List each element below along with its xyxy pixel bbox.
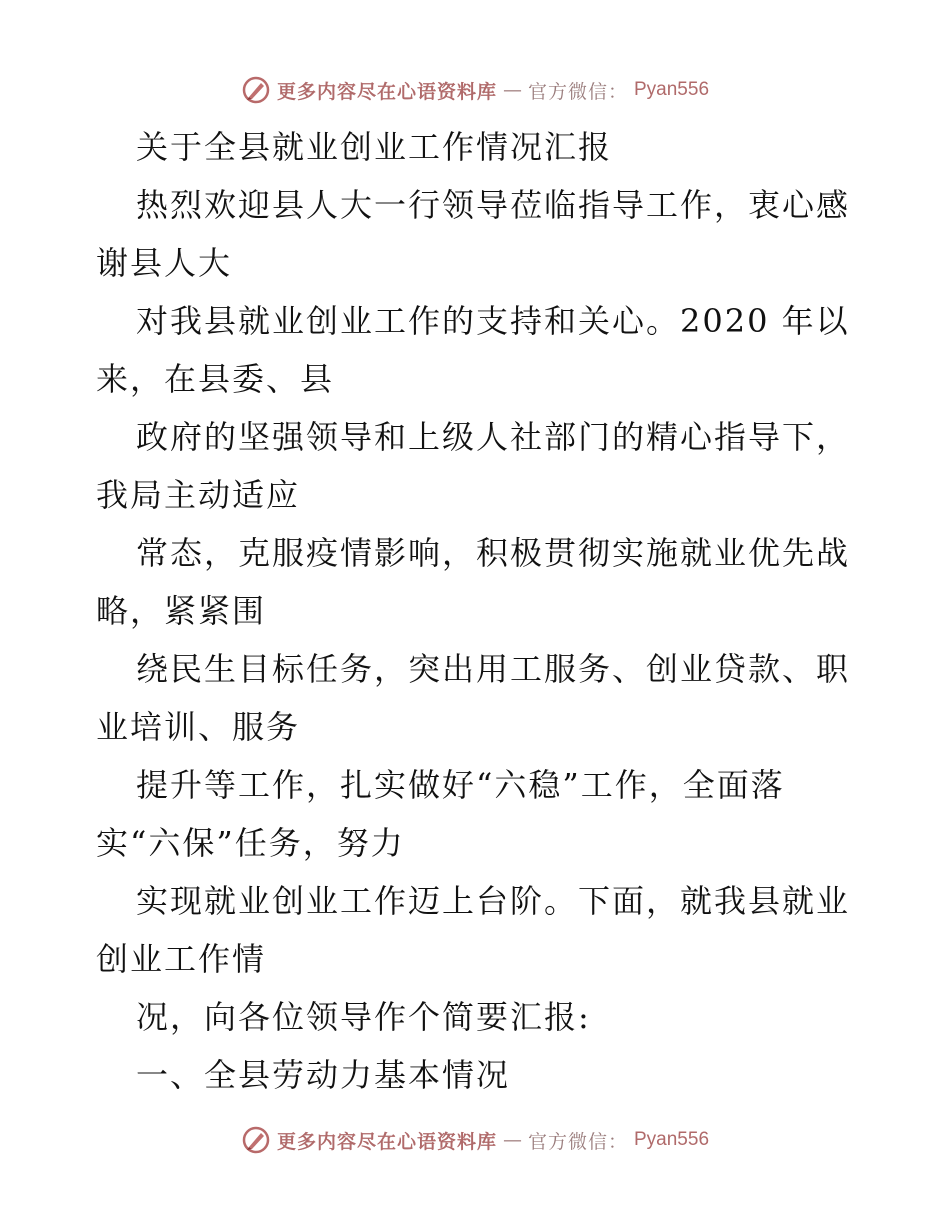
paragraph-line: 实“六保”任务，努力 <box>96 824 405 862</box>
paragraph-line: 我局主动适应 <box>96 476 301 514</box>
document-title: 关于全县就业创业工作情况汇报 <box>136 128 613 166</box>
watermark-official-label: 官方微信： <box>527 1130 628 1153</box>
watermark-wechat-id: Pyan556 <box>634 1129 710 1150</box>
section-heading: 一、全县劳动力基本情况 <box>136 1056 511 1094</box>
paragraph-line: 政府的坚强领导和上级人社部门的精心指导下， <box>136 418 851 456</box>
paragraph-line: 创业工作情 <box>96 940 267 978</box>
watermark-separator: — <box>502 1129 522 1151</box>
pen-logo-icon <box>241 1125 271 1155</box>
watermark-brand: 更多内容尽在心语资料库 <box>276 1130 497 1153</box>
paragraph-line: 略，紧紧围 <box>96 592 267 630</box>
watermark-header <box>0 70 950 110</box>
paragraph-line: 常态，克服疫情影响，积极贯彻实施就业优先战 <box>136 534 851 572</box>
paragraph-line: 实现就业创业工作迈上台阶。下面，就我县就业 <box>136 882 851 920</box>
watermark-official-label: 官方微信： <box>527 80 628 103</box>
paragraph-line: 提升等工作，扎实做好“六稳”工作，全面落 <box>136 766 785 804</box>
paragraph-line: 况，向各位领导作个简要汇报: <box>136 998 591 1036</box>
document-body <box>96 118 856 1104</box>
paragraph-line: 热烈欢迎县人大一行领导莅临指导工作，衷心感 <box>136 186 851 224</box>
paragraph-line: 谢县人大 <box>96 244 233 282</box>
watermark-wechat-id: Pyan556 <box>634 79 710 100</box>
watermark-separator: — <box>502 79 522 101</box>
paragraph-line: 来，在县委、县 <box>96 360 335 398</box>
paragraph-line: 业培训、服务 <box>96 708 301 746</box>
watermark-footer <box>0 1120 950 1160</box>
pen-logo-icon <box>241 75 271 105</box>
paragraph-line: 对我县就业创业工作的支持和关心。2020 年以 <box>136 302 850 340</box>
watermark-brand: 更多内容尽在心语资料库 <box>276 80 497 103</box>
paragraph-line: 绕民生目标任务，突出用工服务、创业贷款、职 <box>136 650 851 688</box>
